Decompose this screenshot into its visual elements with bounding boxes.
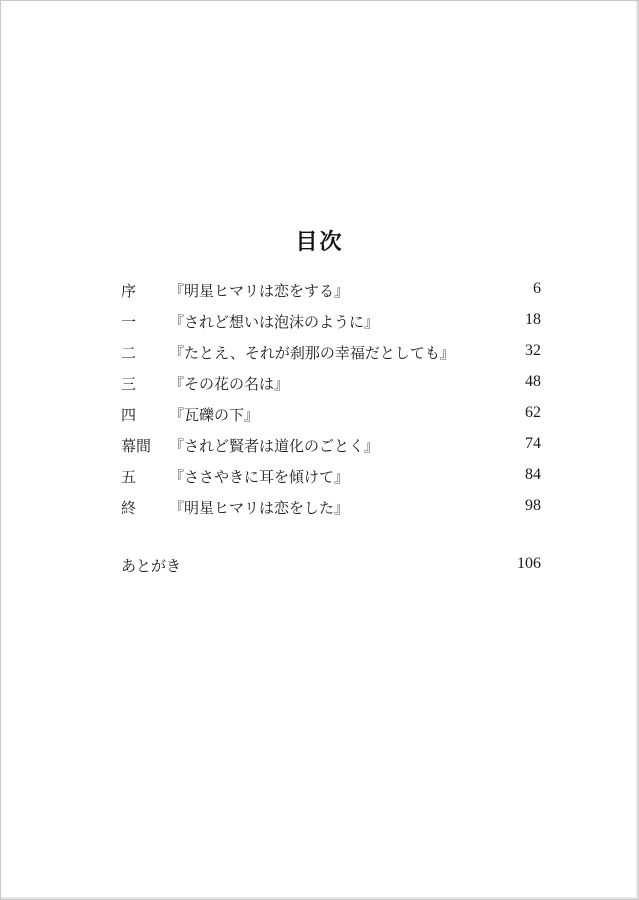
page-number: 106 [517,555,541,572]
chapter-title: 『されど想いは泡沫のように』 [169,313,380,331]
page-number: 98 [525,497,541,514]
toc-entry-afterword[interactable] [121,552,541,583]
page-number: 48 [525,373,541,390]
afterword-label: あとがき [121,557,182,575]
page-number: 74 [525,435,541,452]
page-number: 84 [525,466,541,483]
chapter-number: 四 [121,406,137,424]
toc-entry-label [121,311,379,332]
toc-entry-chapter-4[interactable] [121,401,541,432]
toc-entry-label [121,497,349,518]
toc-entry-label [121,466,349,487]
toc-entry-interlude[interactable] [121,432,541,463]
toc-entry-label [121,280,349,301]
toc-entry-chapter-5[interactable] [121,463,541,494]
chapter-title: 『されど賢者は道化のごとく』 [169,437,380,455]
chapter-title: 『たとえ、それが刹那の幸福だとしても』 [169,344,455,362]
toc-entry-chapter-2[interactable] [121,339,541,370]
toc-entry-chapter-1[interactable] [121,308,541,339]
page-number: 6 [533,280,541,297]
chapter-title: 『瓦礫の下』 [169,406,260,424]
chapter-title: 『ささやきに耳を傾けて』 [169,468,350,486]
chapter-title: 『明星ヒマリは恋をする』 [169,282,350,300]
chapter-number: 三 [121,375,137,393]
toc-list [121,277,541,525]
toc-entry-epilogue[interactable] [121,494,541,525]
page-number: 32 [525,342,541,359]
chapter-title: 『明星ヒマリは恋をした』 [169,499,350,517]
chapter-number: 五 [121,468,137,486]
chapter-number: 終 [121,499,137,517]
chapter-number: 序 [121,282,137,300]
page-number: 62 [525,404,541,421]
chapter-number: 一 [121,313,137,331]
page-number: 18 [525,311,541,328]
chapter-title: 『その花の名は』 [169,375,290,393]
toc-entry-label [121,435,379,456]
toc-entry-label [121,342,455,363]
toc-entry-label [121,404,259,425]
toc-entry-prologue[interactable] [121,277,541,308]
toc-entry-chapter-3[interactable] [121,370,541,401]
chapter-number: 幕間 [121,437,152,455]
toc-heading: 目次 [295,230,344,255]
toc-entry-label [121,373,289,394]
chapter-number: 二 [121,344,137,362]
